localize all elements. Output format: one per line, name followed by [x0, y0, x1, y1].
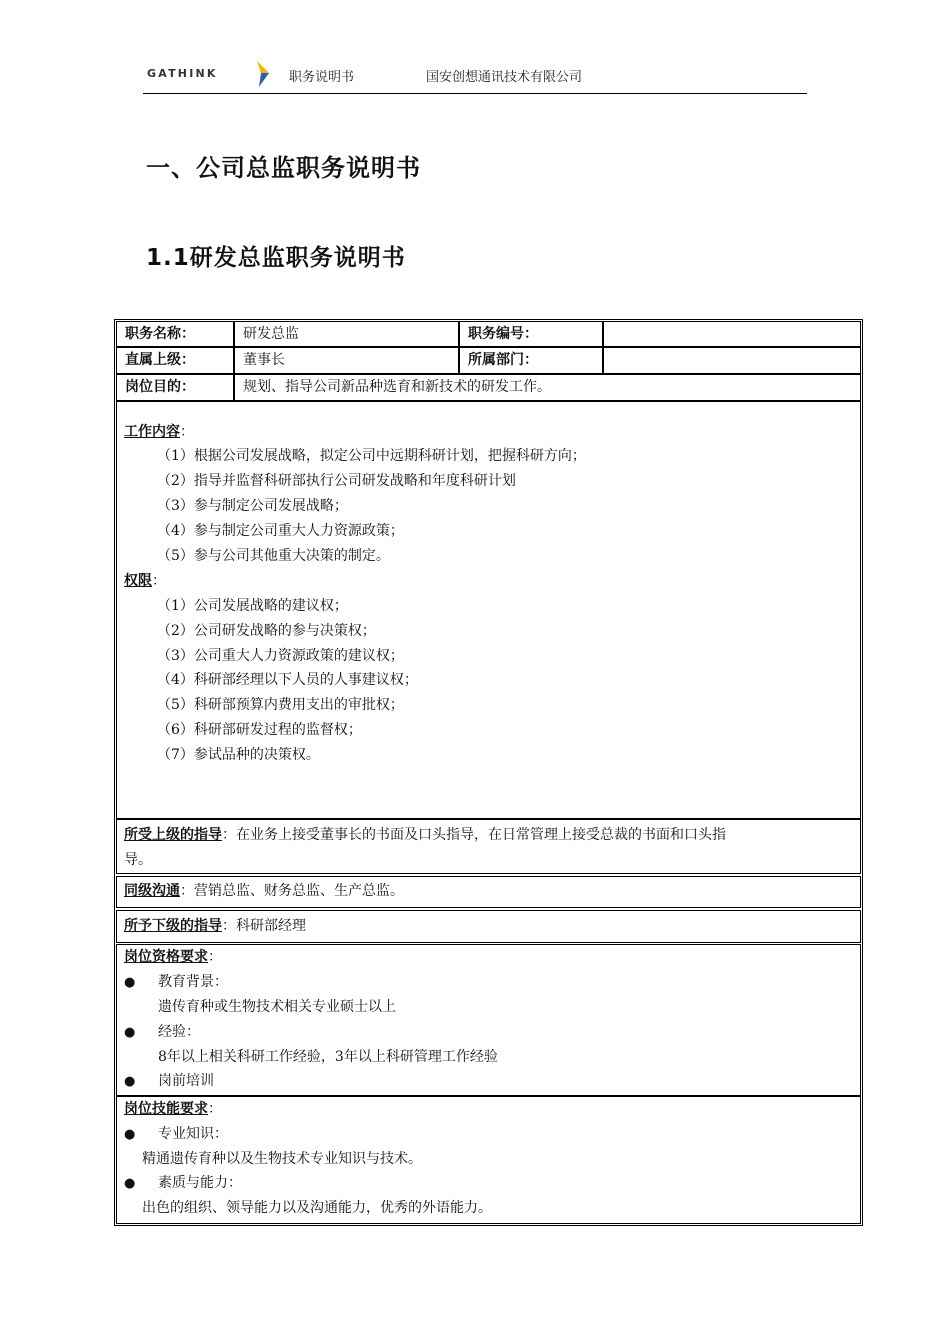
bullet-icon: ● — [124, 1176, 136, 1191]
work-item-5: （5）参与公司其他重大决策的制定。 — [157, 548, 390, 564]
authority-item-1: （1）公司发展战略的建议权； — [157, 598, 348, 614]
work-content-heading: 工作内容： — [124, 424, 194, 440]
authority-item-6: （6）科研部研发过程的监督权； — [157, 722, 362, 738]
authority-item-7: （7）参试品种的决策权。 — [157, 747, 320, 763]
guidance-to: 所予下级的指导：科研部经理 — [124, 918, 306, 934]
peer-communication: 同级沟通：营销总监、财务总监、生产总监。 — [124, 883, 404, 899]
knowledge-label: 专业知识： — [158, 1126, 228, 1142]
education-value: 遗传育种或生物技术相关专业硕士以上 — [158, 999, 396, 1015]
experience-label: 经验： — [158, 1024, 200, 1040]
guidance-from-line-1: 所受上级的指导：在业务上接受董事长的书面及口头指导，在日常管理上接受总裁的书面和口头指 — [124, 827, 726, 843]
knowledge-value: 精通遗传育种以及生物技术专业知识与技术。 — [142, 1151, 422, 1167]
bullet-icon: ● — [124, 1127, 136, 1142]
department-label: 所属部门： — [459, 347, 603, 374]
work-item-1: （1）根据公司发展战略，拟定公司中远期科研计划，把握科研方向； — [157, 448, 586, 464]
authority-item-5: （5）科研部预算内费用支出的审批权； — [157, 697, 404, 713]
qualification-heading: 岗位资格要求： — [124, 949, 222, 965]
ability-label: 素质与能力： — [158, 1175, 242, 1191]
authority-item-3: （3）公司重大人力资源政策的建议权； — [157, 648, 404, 664]
training-item: 岗前培训 — [158, 1073, 214, 1089]
bullet-icon: ● — [124, 1074, 136, 1089]
authority-item-4: （4）科研部经理以下人员的人事建议权； — [157, 672, 418, 688]
company-logo-icon — [255, 59, 271, 89]
education-label: 教育背景： — [158, 974, 228, 990]
bullet-icon: ● — [124, 975, 136, 990]
guidance-from-line-2: 导。 — [124, 852, 152, 868]
purpose-value: 规划、指导公司新品种选育和新技术的研发工作。 — [234, 374, 861, 401]
experience-value: 8年以上相关科研工作经验，3年以上科研管理工作经验 — [158, 1049, 498, 1065]
header-doc-type: 职务说明书 — [289, 70, 355, 85]
work-item-4: （4）参与制定公司重大人力资源政策； — [157, 523, 404, 539]
superior-label: 直属上级： — [116, 347, 234, 374]
work-item-3: （3）参与制定公司发展战略； — [157, 498, 348, 514]
superior-value: 董事长 — [234, 347, 459, 374]
department-value — [603, 347, 861, 374]
qualification-block — [116, 944, 861, 1096]
work-item-2: （2）指导并监督科研部执行公司研发战略和年度科研计划 — [157, 473, 516, 489]
authority-item-2: （2）公司研发战略的参与决策权； — [157, 623, 376, 639]
authority-heading: 权限： — [124, 573, 166, 589]
company-logo-text: GATHINK — [147, 67, 218, 80]
header-company-name: 国安创想通讯技术有限公司 — [426, 70, 583, 85]
section-title: 1.1研发总监职务说明书 — [146, 245, 406, 271]
bullet-icon: ● — [124, 1025, 136, 1040]
job-code-value — [603, 321, 861, 347]
job-name-value: 研发总监 — [234, 321, 459, 347]
job-name-label: 职务名称： — [116, 321, 234, 347]
page-title: 一、公司总监职务说明书 — [146, 154, 421, 182]
skills-heading: 岗位技能要求： — [124, 1101, 222, 1117]
ability-value: 出色的组织、领导能力以及沟通能力，优秀的外语能力。 — [142, 1200, 492, 1216]
job-code-label: 职务编号： — [459, 321, 603, 347]
purpose-label: 岗位目的： — [116, 374, 234, 401]
page-header — [143, 58, 807, 94]
